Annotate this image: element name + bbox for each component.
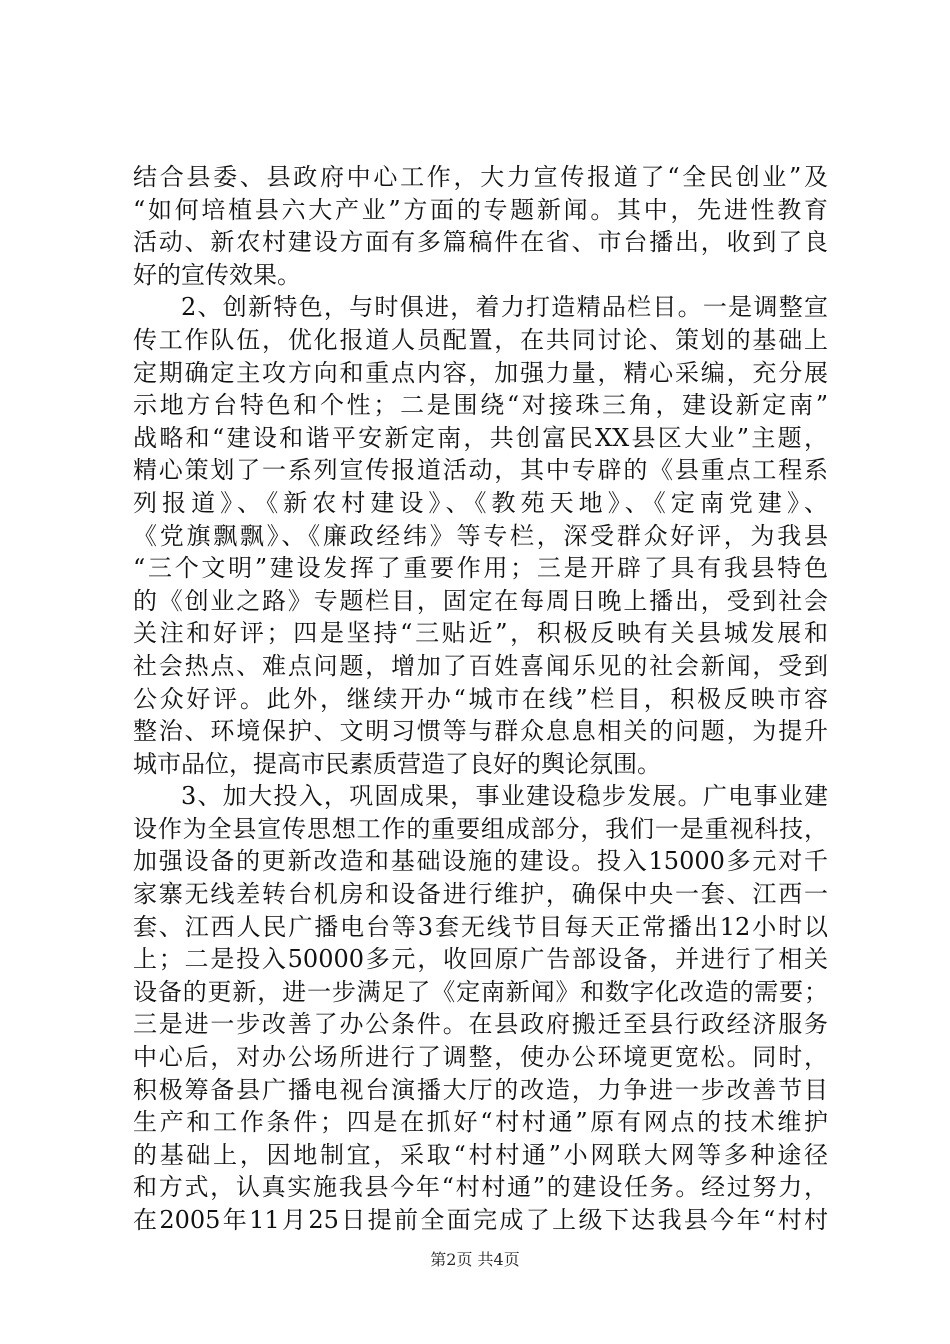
text-line: 公众好评。此外，继续开办“城市在线”栏目，积极反映市容 <box>133 684 828 713</box>
text-line: 关注和好评；四是坚持“三贴近”，积极反映有关县城发展和 <box>133 619 828 648</box>
text-line: 家寨无线差转台机房和设备进行维护，确保中央一套、江西一 <box>133 880 828 909</box>
text-line: 在2005年11月25日提前全面完成了上级下达我县今年“村村 <box>133 1206 828 1234</box>
text-line: 和方式，认真实施我县今年“村村通”的建设任务。经过努力， <box>133 1173 828 1202</box>
text-line: 积极筹备县广播电视台演播大厅的改造，力争进一步改善节目 <box>133 1075 828 1104</box>
text-line: 上；二是投入50000多元，收回原广告部设备，并进行了相关 <box>133 945 828 974</box>
text-line: 战略和“建设和谐平安新定南，共创富民XX县区大业”主题， <box>133 423 828 452</box>
text-line: 社会热点、难点问题，增加了百姓喜闻乐见的社会新闻，受到 <box>133 651 828 680</box>
text-line: 城市品位，提高市民素质营造了良好的舆论氛围。 <box>133 749 661 778</box>
text-line: 列报道》、《新农村建设》、《教苑天地》、《定南党建》、 <box>133 488 828 517</box>
text-line: 活动、新农村建设方面有多篇稿件在省、市台播出，收到了良 <box>133 228 828 257</box>
text-line: 加强设备的更新改造和基础设施的建设。投入15000多元对千 <box>133 847 828 876</box>
text-line: 3、加大投入，巩固成果，事业建设稳步发展。广电事业建 <box>181 782 828 811</box>
text-line: 2、创新特色，与时俱进，着力打造精品栏目。一是调整宣 <box>181 293 828 322</box>
text-line: 套、江西人民广播电台等3套无线节目每天正常播出12小时以 <box>133 912 828 941</box>
text-line: 设作为全县宣传思想工作的重要组成部分，我们一是重视科技， <box>133 814 828 843</box>
text-line: 整治、环境保护、文明习惯等与群众息息相关的问题，为提升 <box>133 717 828 746</box>
text-line: 三是进一步改善了办公条件。在县政府搬迁至县行政经济服务 <box>133 1010 828 1039</box>
text-line: 《党旗飘飘》、《廉政经纬》等专栏，深受群众好评，为我县 <box>133 521 828 550</box>
text-line: 结合县委、县政府中心工作，大力宣传报道了“全民创业”及 <box>133 163 828 191</box>
text-line: 中心后，对办公场所进行了调整，使办公环境更宽松。同时， <box>133 1043 828 1072</box>
text-line: 生产和工作条件；四是在抓好“村村通”原有网点的技术维护 <box>133 1108 828 1137</box>
text-line: 传工作队伍，优化报道人员配置，在共同讨论、策划的基础上 <box>133 325 828 354</box>
body-text <box>133 161 828 1237</box>
text-line: 设备的更新，进一步满足了《定南新闻》和数字化改造的需要； <box>133 977 828 1006</box>
text-line: 精心策划了一系列宣传报道活动，其中专辟的《县重点工程系 <box>133 456 828 485</box>
text-line: 示地方台特色和个性；二是围绕“对接珠三角，建设新定南” <box>133 391 828 420</box>
page-footer: 第2页 共4页 <box>430 1250 520 1269</box>
text-line: 好的宣传效果。 <box>133 260 301 289</box>
text-line: 的基础上，因地制宜，采取“村村通”小网联大网等多种途径 <box>133 1140 828 1169</box>
text-line: “三个文明”建设发挥了重要作用；三是开辟了具有我县特色 <box>133 554 828 583</box>
text-line: 定期确定主攻方向和重点内容，加强力量，精心采编，充分展 <box>133 358 828 387</box>
text-line: “如何培植县六大产业”方面的专题新闻。其中，先进性教育 <box>133 195 828 224</box>
text-line: 的《创业之路》专题栏目，固定在每周日晚上播出，受到社会 <box>133 586 828 615</box>
